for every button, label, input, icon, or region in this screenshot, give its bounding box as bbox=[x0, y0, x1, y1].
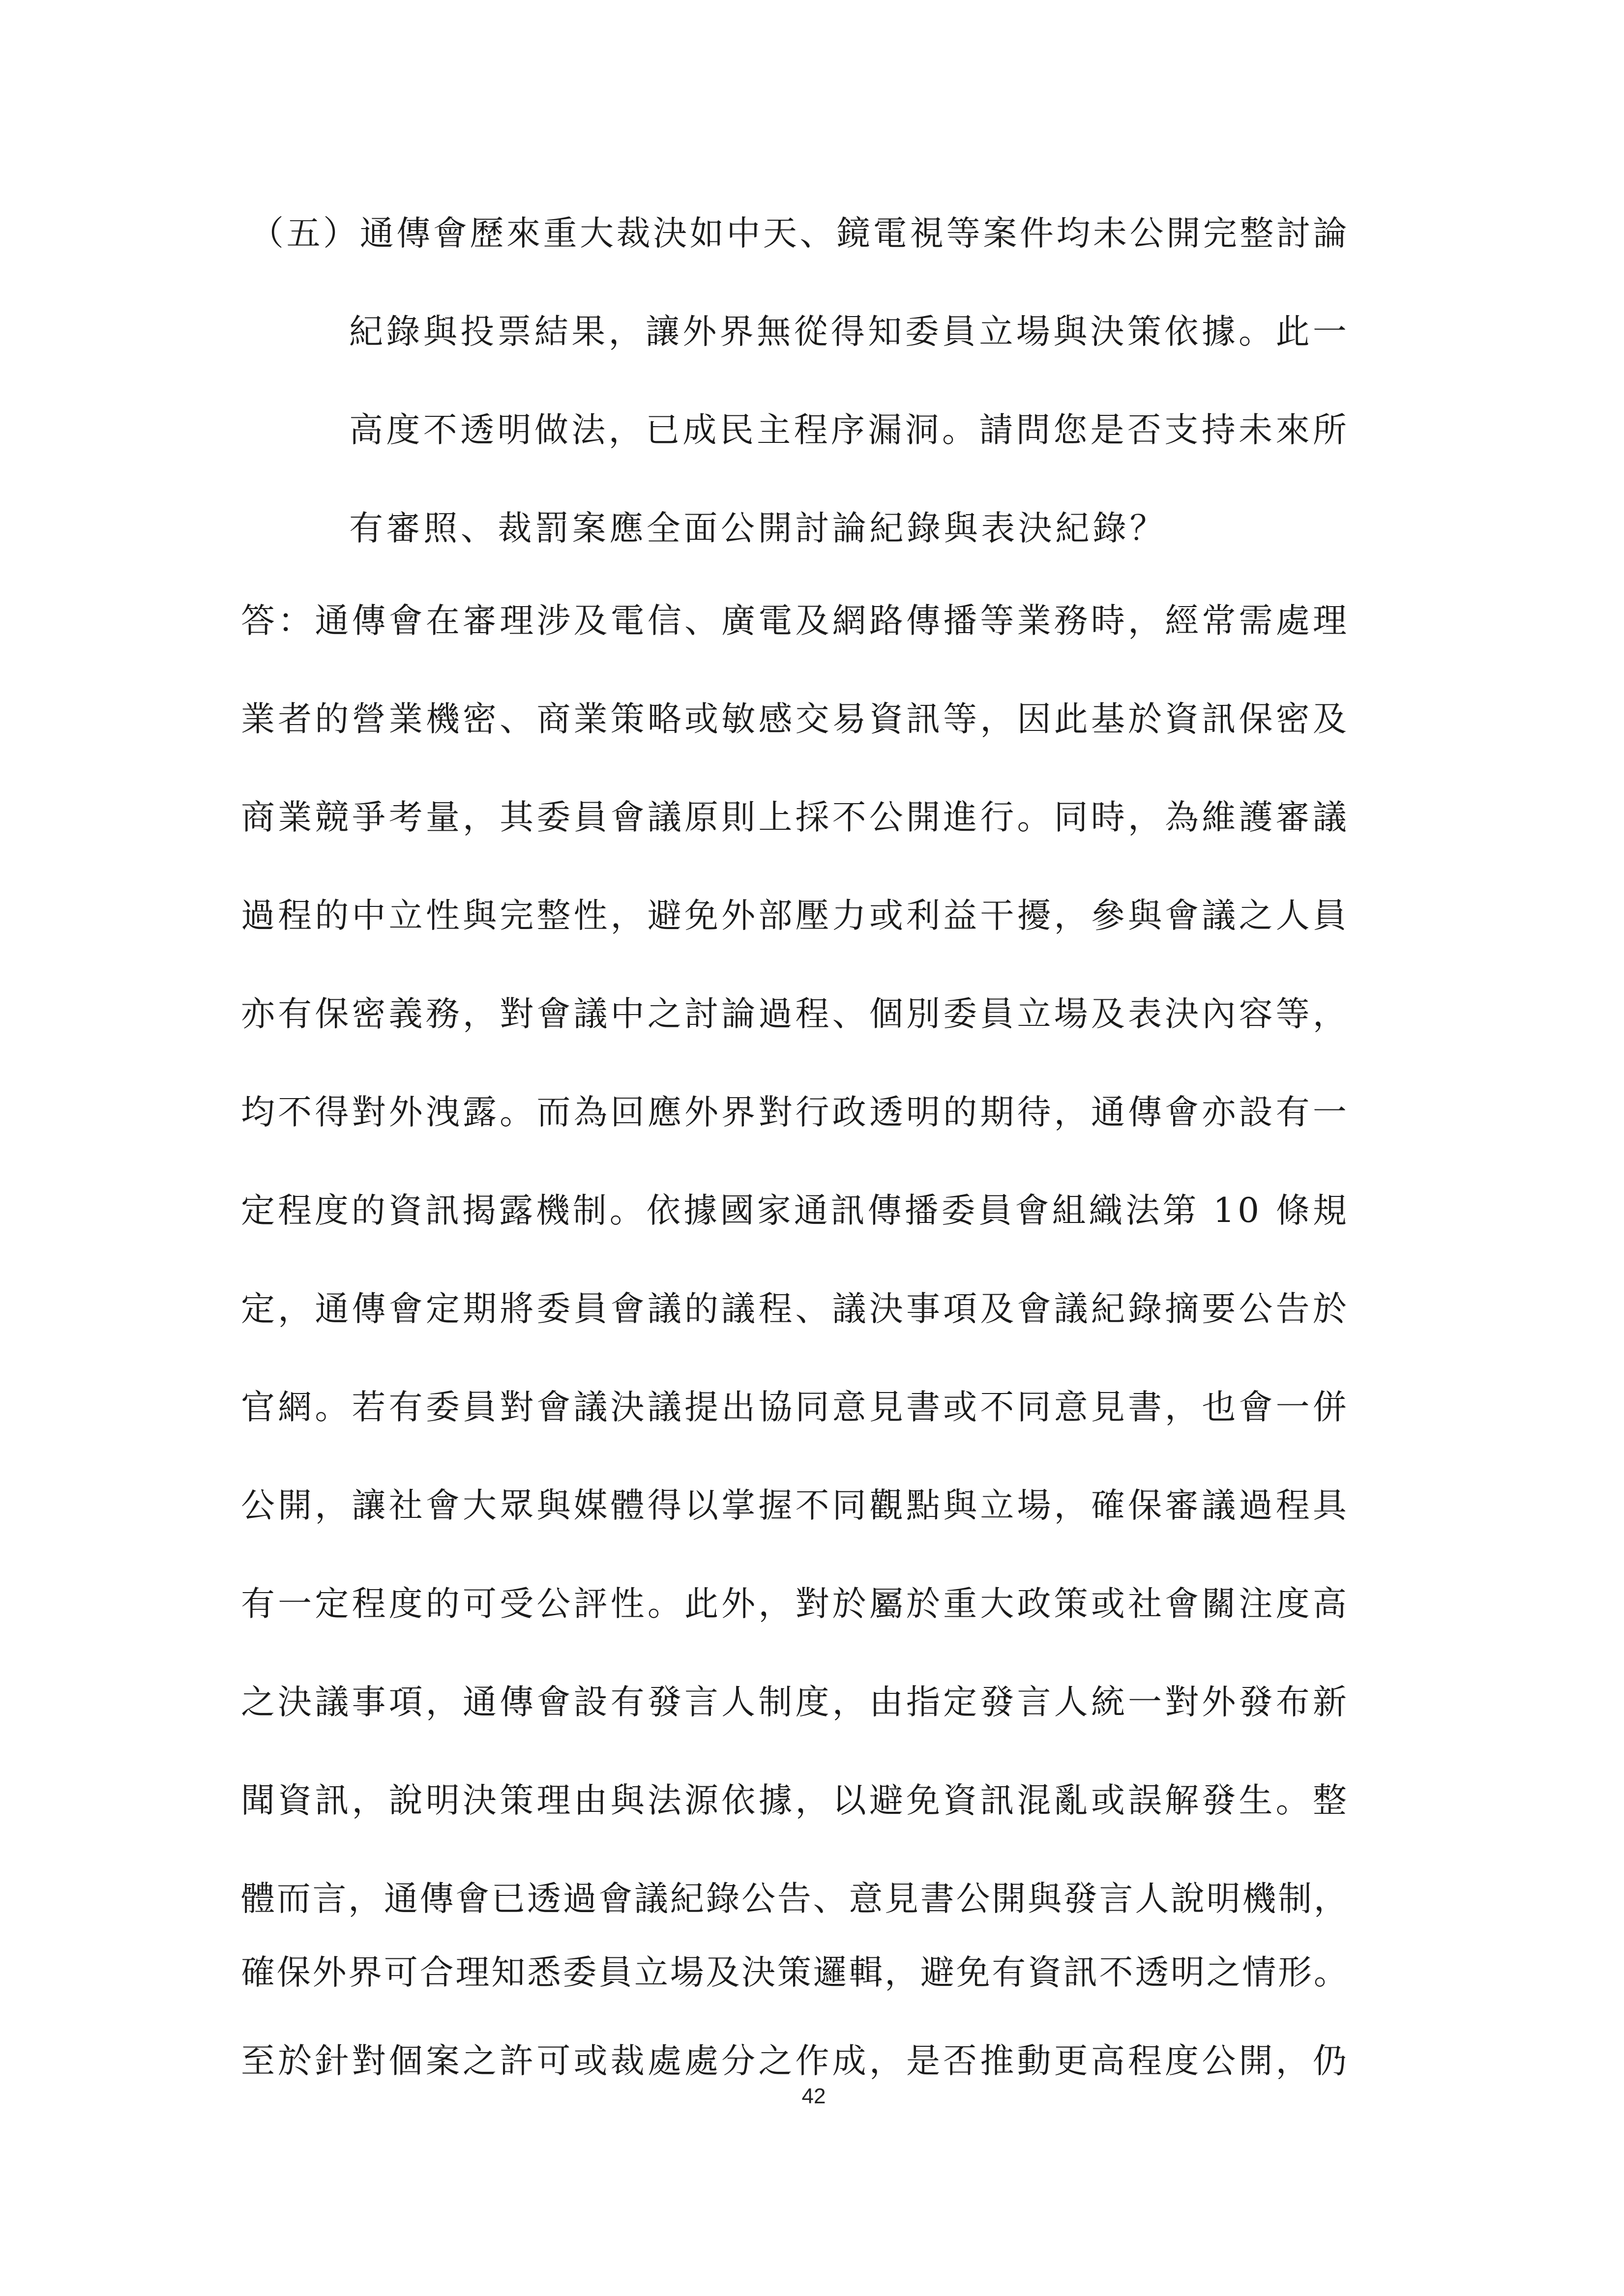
answer-line-11: 有一定程度的可受公評性。此外，對於屬於重大政策或社會關注度高 bbox=[241, 1584, 1350, 1624]
answer-line-8: 定，通傳會定期將委員會議的議程、議決事項及會議紀錄摘要公告於 bbox=[241, 1289, 1350, 1329]
answer-line-9: 官網。若有委員對會議決議提出協同意見書或不同意見書，也會一併 bbox=[241, 1388, 1350, 1427]
answer-line-16: 至於針對個案之許可或裁處處分之作成，是否推動更高程度公開，仍 bbox=[241, 2041, 1350, 2081]
answer-line-13: 聞資訊，說明決策理由與法源依據，以避免資訊混亂或誤解發生。整 bbox=[241, 1781, 1350, 1820]
page-number: 42 bbox=[801, 2084, 826, 2108]
answer-line-5: 亦有保密義務，對會議中之討論過程、個別委員立場及表決內容等， bbox=[241, 994, 1350, 1034]
answer-line-4: 過程的中立性與完整性，避免外部壓力或利益干擾，參與會議之人員 bbox=[241, 896, 1350, 935]
answer-line-1: 答：通傳會在審理涉及電信、廣電及網路傳播等業務時，經常需處理 bbox=[241, 601, 1350, 640]
question-line-2: 紀錄與投票結果，讓外界無從得知委員立場與決策依據。此一 bbox=[349, 312, 1350, 351]
answer-line-3: 商業競爭考量，其委員會議原則上採不公開進行。同時，為維護審議 bbox=[241, 798, 1350, 837]
answer-line-2: 業者的營業機密、商業策略或敏感交易資訊等，因此基於資訊保密及 bbox=[241, 699, 1350, 739]
answer-line-14: 體而言，通傳會已透過會議紀錄公告、意見書公開與發言人說明機制， bbox=[241, 1879, 1350, 1918]
answer-line-15: 確保外界可合理知悉委員立場及決策邏輯，避免有資訊不透明之情形。 bbox=[241, 1953, 1350, 1992]
answer-line-7: 定程度的資訊揭露機制。依據國家通訊傳播委員會組織法第 10 條規 bbox=[241, 1191, 1350, 1230]
answer-line-10: 公開，讓社會大眾與媒體得以掌握不同觀點與立場，確保審議過程具 bbox=[241, 1486, 1350, 1525]
answer-line-6: 均不得對外洩露。而為回應外界對行政透明的期待，通傳會亦設有一 bbox=[241, 1093, 1350, 1132]
question-line-1: （五）通傳會歷來重大裁決如中天、鏡電視等案件均未公開完整討論 bbox=[250, 214, 1350, 253]
question-line-4: 有審照、裁罰案應全面公開討論紀錄與表決紀錄？ bbox=[349, 509, 1167, 548]
question-line-3: 高度不透明做法，已成民主程序漏洞。請問您是否支持未來所 bbox=[349, 410, 1350, 450]
answer-line-12: 之決議事項，通傳會設有發言人制度，由指定發言人統一對外發布新 bbox=[241, 1683, 1350, 1722]
